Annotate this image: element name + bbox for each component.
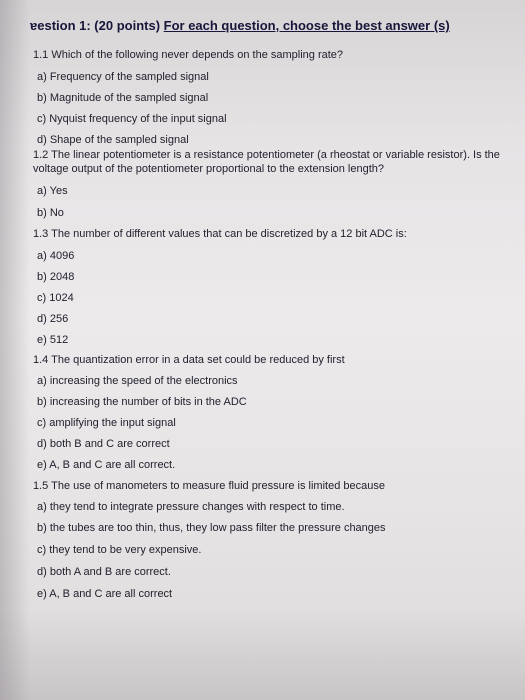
question-1-3-option-a: a) 4096: [37, 250, 75, 262]
question-1-2-stem: 1.2 The linear potentiometer is a resistance potentiometer (a rheostat or variable resistor). Is the voltage output of the potentiometer proportional to the extension length?: [33, 149, 500, 175]
question-1-3-stem: 1.3 The number of different values that can be discretized by a 12 bit ADC is:: [33, 228, 407, 240]
question-1-5-option-e: e) A, B and C are all correct: [37, 588, 173, 600]
question-1-5-option-c: c) they tend to be very expensive.: [37, 544, 202, 556]
question-1-5-option-a: a) they tend to integrate pressure changes with respect to time.: [37, 501, 345, 513]
question-1-1-option-d: d) Shape of the sampled signal: [37, 134, 189, 146]
question-1-1-option-c: c) Nyquist frequency of the input signal: [37, 113, 227, 125]
page-shadow-bottom: [0, 610, 525, 700]
section-title-number: ɐestion 1: (20 points): [30, 18, 164, 33]
question-1-4-option-c: c) amplifying the input signal: [37, 417, 176, 429]
question-1-2-option-a: a) Yes: [37, 185, 68, 197]
question-1-5-stem: 1.5 The use of manometers to measure fluid pressure is limited because: [33, 480, 385, 492]
section-title-instruction: For each question, choose the best answer (s): [163, 18, 450, 33]
question-1-4-stem: 1.4 The quantization error in a data set could be reduced by first: [33, 354, 345, 366]
question-1-3-option-e: e) 512: [37, 334, 69, 346]
question-1-1-stem: 1.1 Which of the following never depends on the sampling rate?: [33, 49, 344, 61]
question-1-3-option-c: c) 1024: [37, 292, 74, 304]
question-1-3-option-b: b) 2048: [37, 271, 75, 283]
question-1-4-option-e: e) A, B and C are all correct.: [37, 459, 176, 471]
question-1-5-option-d: d) both A and B are correct.: [37, 566, 171, 578]
question-1-4-option-b: b) increasing the number of bits in the ADC: [37, 396, 247, 408]
question-1-1-option-a: a) Frequency of the sampled signal: [37, 71, 209, 83]
page-shadow-left: [0, 0, 30, 700]
question-1-5-option-b: b) the tubes are too thin, thus, they low pass filter the pressure changes: [37, 522, 386, 534]
question-1-4-option-a: a) increasing the speed of the electronics: [37, 375, 238, 387]
question-1-4-option-d: d) both B and C are correct: [37, 438, 170, 450]
question-1-2-option-b: b) No: [37, 207, 64, 219]
question-1-3-option-d: d) 256: [37, 313, 69, 325]
question-1-1-option-b: b) Magnitude of the sampled signal: [37, 92, 209, 104]
section-title: [30, 18, 450, 33]
